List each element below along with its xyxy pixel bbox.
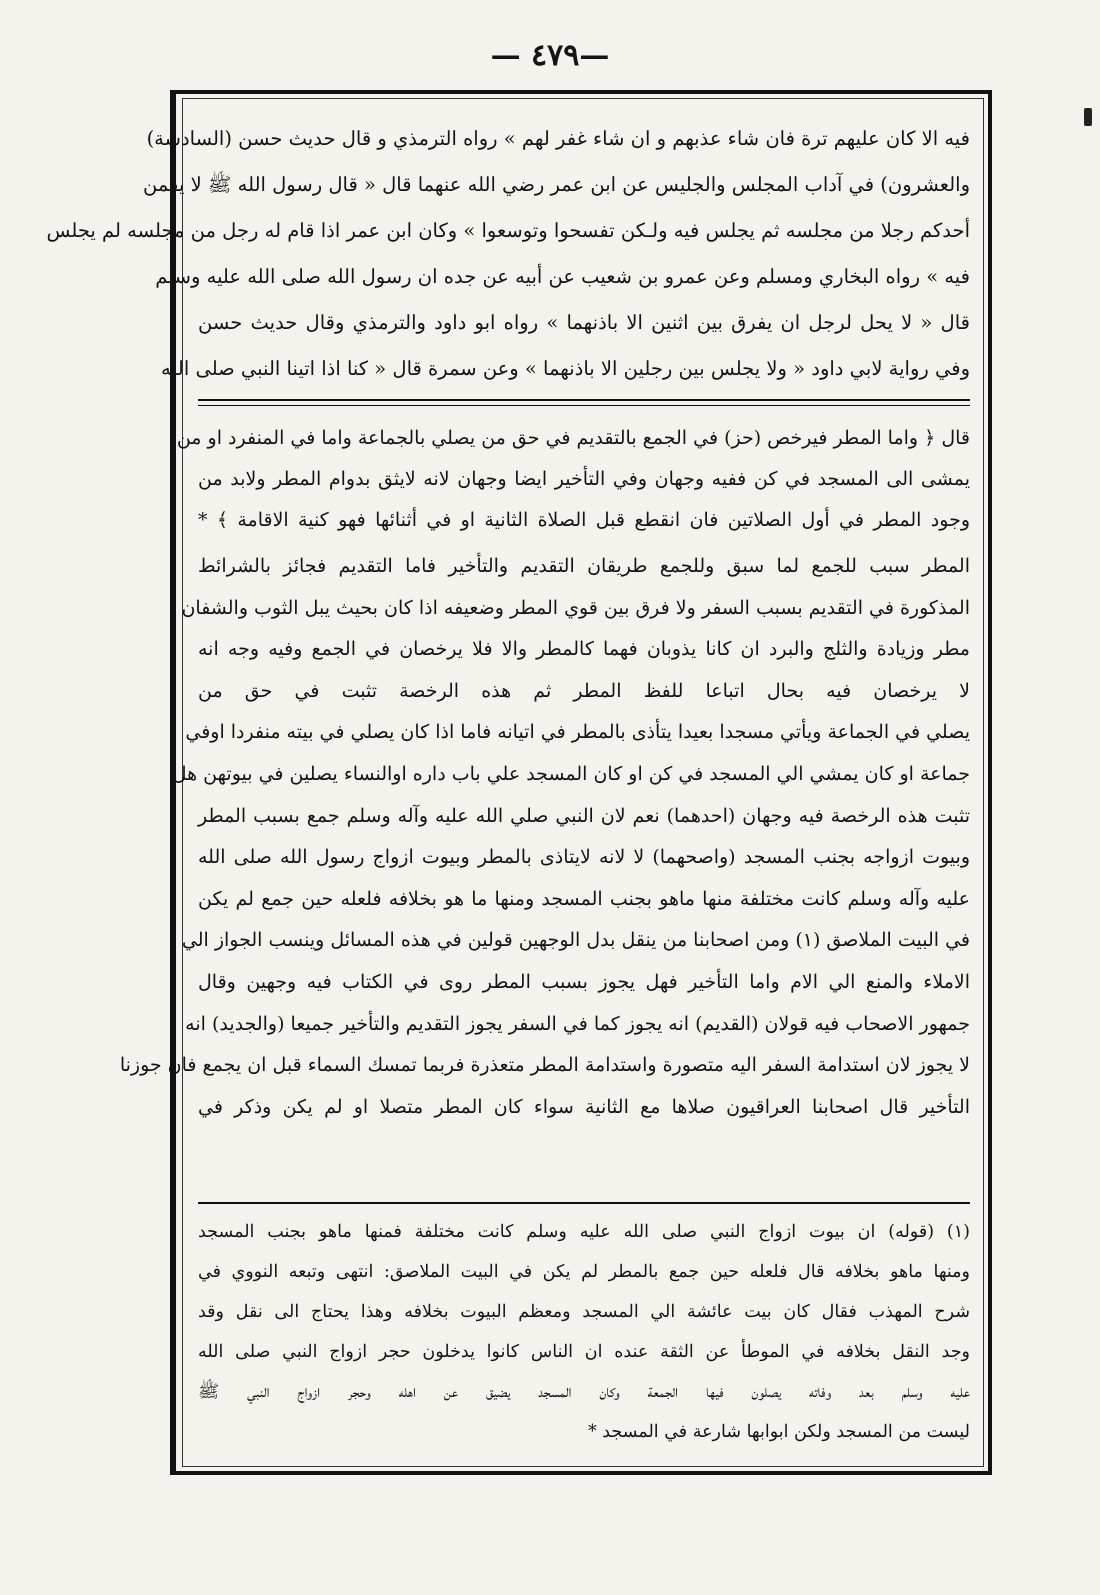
matn-line: يمشى الى المسجد في كن ففيه وجهان وفي التأخير ايضا وجهان لانه لايثق بدوام المطر ولابد من <box>198 468 970 490</box>
footnote-line: وجد النقل بخلافه في الموطأ عن الثقة عنده ان الناس كانوا يدخلون حجر ازواج النبي صلى الله <box>198 1342 970 1362</box>
footnote-line: (١) (قوله) ان بيوت ازواج النبي صلى الله عليه وسلم كانت مختلفة فمنها ماهو بجنب المسجد <box>198 1222 970 1242</box>
commentary-section <box>119 546 970 1128</box>
commentary-line: وبيوت ازواجه بجنب المسجد (واصحهما) لا لانه لايتاذى بالمطر وبيوت ازواج رسول الله صلى الله <box>198 846 970 869</box>
commentary-line: الاملاء والمنع الي الام واما التأخير فهل يجوز بسبب المطر روى في الكتاب فيه وجهين وقال <box>198 970 970 993</box>
hadith-line: أحدكم رجلا من مجلسه ثم يجلس فيه ولـكن تفسحوا وتوسعوا » وكان ابن عمر اذا قام له رجل من مجلسه لم يجلس <box>46 219 970 242</box>
commentary-line: لا يجوز لان استدامة السفر اليه متصورة واستدامة المطر متعذرة فربما تمسك السماء قبل ان يجمع فان جوزنا <box>119 1054 970 1077</box>
footnote-line: شرح المهذب فقال كان بيت عائشة الي المسجد ومعظم البيوت بخلافه وهذا يحتاج الى نقل وقد <box>198 1302 970 1322</box>
hadith-line: فيه » رواه البخاري ومسلم وعن عمرو بن شعيب عن أبيه عن جده ان رسول الله صلى الله عليه وسلم <box>155 265 970 288</box>
text-frame <box>46 90 992 1475</box>
commentary-line: عليه وآله وسلم كانت مختلفة منها ماهو بجنب المسجد ومنها ما هو بخلافه فلعله حين جمع لم يكن <box>198 887 970 910</box>
matn-line: قال ﴿ واما المطر فيرخص (حز) في الجمع بالتقديم في حق من يصلي بالجماعة واما في المنفرد او من <box>176 427 970 449</box>
section-divider <box>198 399 970 401</box>
commentary-line: يصلي في الجماعة ويأتي مسجدا بعيدا يتأذى بالمطر في اتيانه فاما اذا كان يصلي في بيته منفردا اوفي <box>185 721 970 744</box>
hadith-line: وفي رواية لابي داود « ولا يجلس بين رجلين الا باذنهما » وعن سمرة قال « كنا اذا اتينا النبي صلى الله <box>160 357 970 380</box>
commentary-line: المطر سبب للجمع لما سبق وللجمع طريقان التقديم والتأخير فاما التقديم فجائز بالشرائط <box>198 555 970 577</box>
page-edge-mark <box>1084 108 1092 126</box>
commentary-line: مطر وزيادة والثلج والبرد ان كانا يذوبان فهما كالمطر والا فلا يرخصان في الجمع وفيه وجه انه <box>198 638 970 661</box>
hadith-section <box>46 116 970 392</box>
page-number: — ٤٧٩— <box>490 38 610 73</box>
commentary-line: جماعة او كان يمشي الي المسجد في كن او كان المسجد علي باب داره اوالنساء يصلين في بيوتهن هل <box>172 762 970 785</box>
footnote-line: ليست من المسجد ولكن ابوابها شارعة في المسجد * <box>587 1422 970 1442</box>
commentary-line: في البيت الملاصق (١) ومن اصحابنا من ينقل بدل الوجهين قولين في هذه المسائل وينسب الجواز الي <box>181 929 970 952</box>
hadith-line: والعشرون) في آداب المجلس والجليس عن ابن عمر رضي الله عنهما قال « قال رسول الله ﷺ لا يقمن <box>142 173 970 196</box>
commentary-line: المذكورة في التقديم بسبب السفر ولا فرق بين قوي المطر وضعيفه اذا كان بحيث يبل الثوب والشفان <box>181 596 970 619</box>
footnote-section <box>198 1212 970 1452</box>
hadith-line: فيه الا كان عليهم ترة فان شاء عذبهم و ان شاء غفر لهم » رواه الترمذي و قال حديث حسن (السادسة) <box>146 127 970 150</box>
footnote-line: ومنها ماهو بخلافه قال فلعله حين جمع بالمطر لم يكن في البيت الملاصق: انتهى وتبعه النووي في <box>198 1262 970 1282</box>
commentary-line: لا يرخصان فيه بحال اتباعا للفظ المطر ثم هذه الرخصة تثبت في حق من <box>198 679 970 702</box>
hadith-line: قال « لا يحل لرجل ان يفرق بين اثنين الا باذنهما » رواه ابو داود والترمذي وقال حديث حسن <box>198 311 970 334</box>
matn-line: وجود المطر في أول الصلاتين فان انقطع قبل الصلاة الثانية او في أثنائها فهو كنية الاقامة ﴾ * <box>198 509 970 531</box>
section-divider-thin <box>198 405 970 406</box>
matn-section <box>176 418 970 541</box>
commentary-line: تثبت هذه الرخصة فيه وجهان (احدهما) نعم لان النبي صلي الله عليه وآله وسلم جمع بسبب المطر <box>198 804 970 827</box>
commentary-line: جمهور الاصحاب فيه قولان (القديم) انه يجوز كما في السفر يجوز التقديم والتأخير جميعا (والجديد) انه <box>185 1012 970 1035</box>
commentary-line: التأخير قال اصحابنا العراقيون صلاها مع الثانية سواء كان المطر متصلا او لم يكن وذكر في <box>198 1095 970 1118</box>
footnote-divider <box>198 1202 970 1204</box>
footnote-line: عليه وسلم بعد وفاته يصلون فيها الجمعة وكان المسجد يضيق عن اهله وحجر ازواج النبي ﷺ <box>198 1382 970 1402</box>
